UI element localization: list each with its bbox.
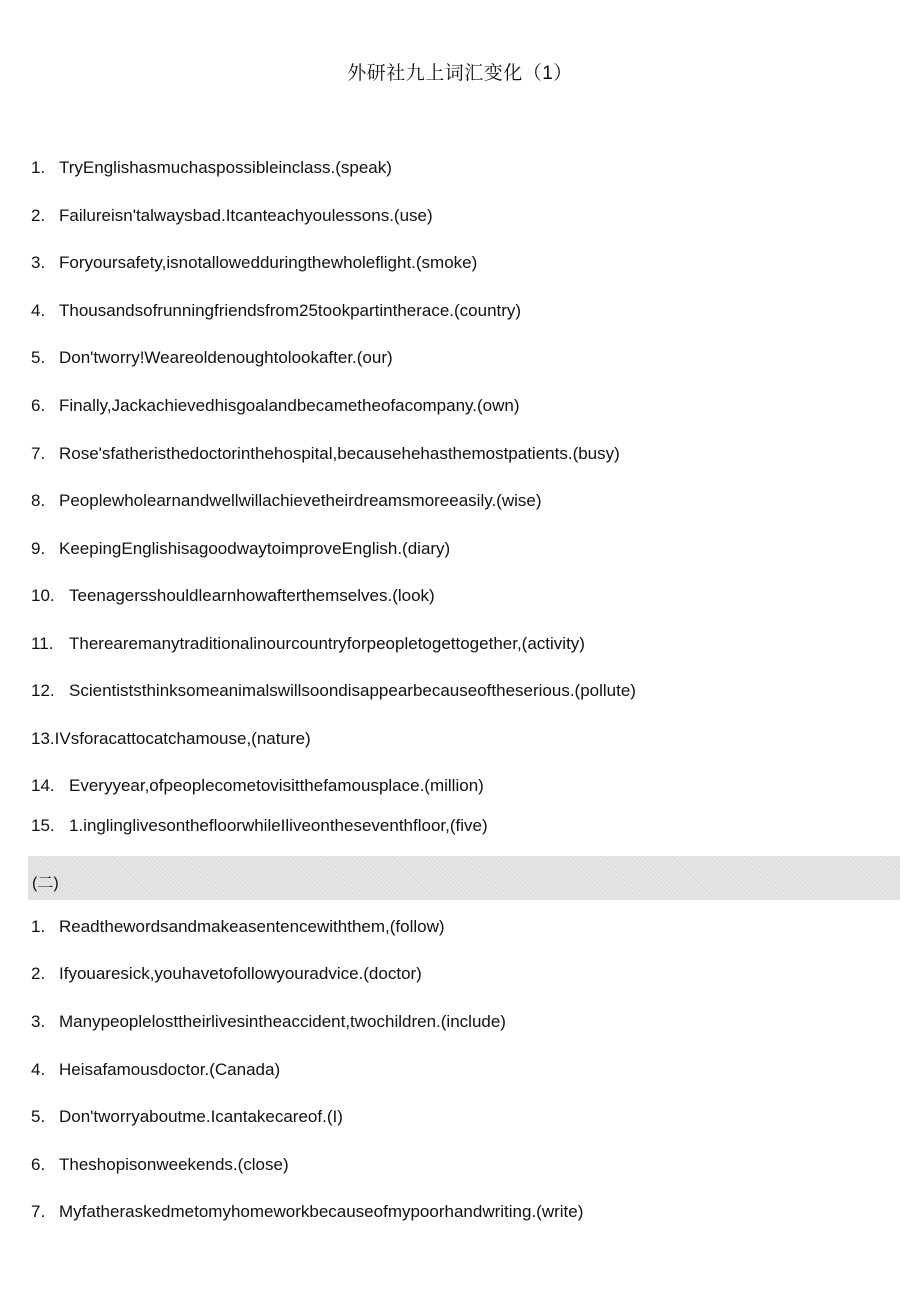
- exercise-item: [31, 1011, 506, 1033]
- item-text: Manypeoplelosttheirlivesintheaccident,twochildren.(include): [59, 1012, 506, 1031]
- item-text: Rose'sfatheristhedoctorinthehospital,becausehehasthemostpatients.(busy): [59, 444, 620, 463]
- exercise-item: [31, 538, 450, 560]
- item-number: 4.: [31, 1060, 46, 1079]
- item-text: Ifyouaresick,youhavetofollowyouradvice.(doctor): [59, 964, 422, 983]
- item-text: TryEnglishasmuchaspossibleinclass.(speak): [59, 158, 392, 177]
- item-text: 1.inglinglivesonthefloorwhileIliveontheseventhfloor,(five): [69, 816, 488, 835]
- item-number: 3.: [31, 253, 46, 272]
- item-text: Don'tworry!Weareoldenoughtolookafter.(our): [59, 348, 393, 367]
- item-text: KeepingEnglishisagoodwaytoimproveEnglish.(diary): [59, 539, 451, 558]
- exercise-item: [31, 585, 435, 607]
- exercise-item: [31, 252, 477, 274]
- exercise-item: [31, 963, 422, 985]
- item-text: Theshopisonweekends.(close): [59, 1155, 289, 1174]
- exercise-item: [31, 490, 542, 512]
- item-number: 6.: [31, 396, 46, 415]
- exercise-item: [31, 633, 585, 655]
- exercise-item: [31, 1154, 289, 1176]
- item-text: Myfatheraskedmetomyhomeworkbecauseofmypoorhandwriting.(write): [59, 1202, 584, 1221]
- item-number: 5.: [31, 1107, 46, 1126]
- item-text: IVsforacattocatchamouse,(nature): [54, 729, 311, 748]
- exercise-item: [31, 300, 521, 322]
- section-header-band: [28, 856, 900, 900]
- exercise-item: [31, 1201, 583, 1223]
- item-number: 12.: [31, 681, 55, 700]
- item-text: Heisafamousdoctor.(Canada): [59, 1060, 281, 1079]
- exercise-item: [31, 1106, 343, 1128]
- item-text: Therearemanytraditionalinourcountryforpeopletogettogether,(activity): [69, 634, 585, 653]
- exercise-item: [31, 815, 488, 837]
- item-text: Readthewordsandmakeasentencewiththem,(follow): [59, 917, 445, 936]
- item-text: Scientiststhinksomeanimalswillsoondisappearbecauseoftheserious.(pollute): [69, 681, 636, 700]
- page-title: 外研社九上词汇变化（1）: [347, 63, 573, 84]
- item-number: 8.: [31, 491, 46, 510]
- exercise-item: [31, 395, 520, 417]
- item-number: 15.: [31, 816, 55, 835]
- exercise-item: [31, 1059, 280, 1081]
- item-number: 10.: [31, 586, 55, 605]
- item-number: 2.: [31, 206, 46, 225]
- item-number: 14.: [31, 776, 55, 795]
- exercise-item: [31, 775, 484, 797]
- item-number: 6.: [31, 1155, 46, 1174]
- item-number: 1.: [31, 158, 46, 177]
- item-text: Finally,Jackachievedhisgoalandbecametheofacompany.(own): [59, 396, 520, 415]
- exercise-item: [31, 916, 445, 938]
- exercise-item: [31, 205, 433, 227]
- exercise-item: [31, 157, 392, 179]
- item-number: 4.: [31, 301, 46, 320]
- item-number: 7.: [31, 1202, 46, 1221]
- item-number: 13.: [31, 729, 55, 748]
- section-label: (二): [32, 875, 59, 892]
- item-number: 3.: [31, 1012, 46, 1031]
- item-text: Peoplewholearnandwellwillachievetheirdreamsmoreeasily.(wise): [59, 491, 542, 510]
- exercise-item: [31, 443, 620, 465]
- item-text: Foryoursafety,isnotallowedduringthewholeflight.(smoke): [59, 253, 478, 272]
- exercise-item: [31, 728, 311, 750]
- item-number: 9.: [31, 539, 46, 558]
- item-text: Failureisn'talwaysbad.Itcanteachyoulessons.(use): [59, 206, 433, 225]
- item-text: Teenagersshouldlearnhowafterthemselves.(look): [69, 586, 435, 605]
- item-text: Thousandsofrunningfriendsfrom25tookpartintherace.(country): [59, 301, 522, 320]
- item-text: Everyyear,ofpeoplecometovisitthefamousplace.(million): [69, 776, 484, 795]
- exercise-item: [31, 680, 636, 702]
- exercise-item: [31, 347, 393, 369]
- item-number: 1.: [31, 917, 46, 936]
- item-number: 11.: [31, 634, 54, 653]
- item-number: 7.: [31, 444, 46, 463]
- item-text: Don'tworryaboutme.Icantakecareof.(I): [59, 1107, 343, 1126]
- item-number: 2.: [31, 964, 46, 983]
- item-number: 5.: [31, 348, 46, 367]
